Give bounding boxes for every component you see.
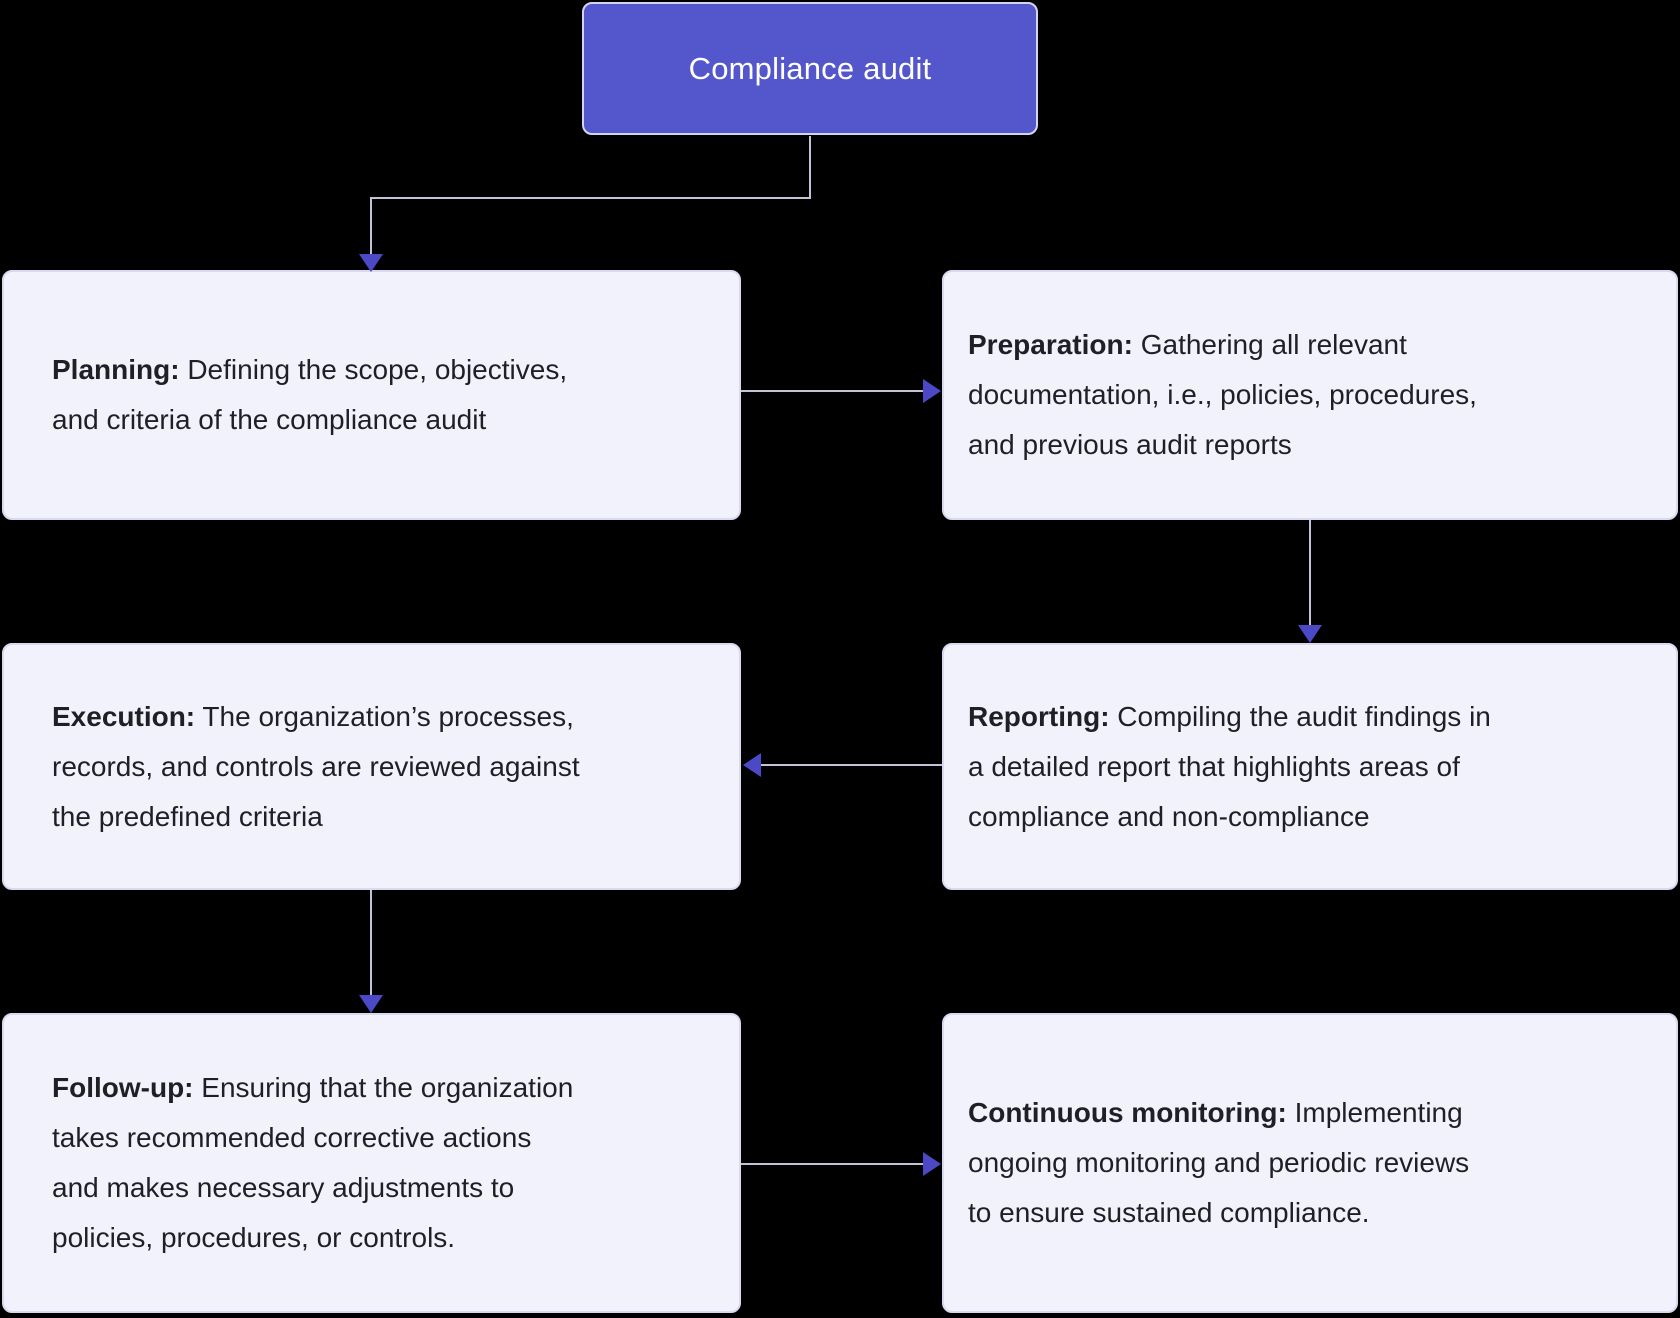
node-line-rest: Defining the scope, objectives, xyxy=(179,354,568,385)
arrowhead-right xyxy=(923,379,941,403)
node-followup xyxy=(2,1013,741,1313)
node-compliance-audit xyxy=(582,2,1038,135)
node-first-line xyxy=(968,692,1491,742)
node-line-rest: Gathering all relevant xyxy=(1132,329,1407,360)
node-label-bold: Follow-up: xyxy=(52,1072,194,1103)
arrowhead-down xyxy=(359,254,383,272)
node-first-line xyxy=(968,1088,1469,1138)
node-line: and previous audit reports xyxy=(968,429,1292,460)
node-line-rest: Compiling the audit findings in xyxy=(1109,700,1491,732)
connector-segment xyxy=(1309,520,1311,625)
node-first-line xyxy=(52,692,580,742)
node-line-rest: The organization’s processes, xyxy=(195,700,574,732)
connector-segment xyxy=(761,764,942,766)
node-first-line xyxy=(968,320,1477,370)
node-reporting xyxy=(942,643,1678,890)
arrowhead-right xyxy=(923,1152,941,1176)
node-line: and criteria of the compliance audit xyxy=(52,404,487,435)
node-line: records, and controls are reviewed against xyxy=(52,750,580,782)
node-label-bold: Execution: xyxy=(52,700,196,732)
node-text xyxy=(944,1088,1499,1238)
node-text xyxy=(4,1063,603,1263)
node-line-rest: Ensuring that the organization xyxy=(193,1072,574,1103)
arrowhead-left xyxy=(743,753,761,777)
node-line: a detailed report that highlights areas of xyxy=(968,750,1460,782)
node-line: and makes necessary adjustments to xyxy=(52,1172,515,1203)
node-execution xyxy=(2,643,741,890)
title-label: Compliance audit xyxy=(688,50,932,86)
connector-segment xyxy=(809,136,811,198)
node-label-bold: Planning: xyxy=(52,354,180,385)
node-label-bold: Reporting: xyxy=(968,700,1110,732)
node-planning xyxy=(2,270,741,520)
connector-segment xyxy=(370,199,372,256)
node-line: compliance and non-compliance xyxy=(968,800,1370,832)
node-text xyxy=(4,692,610,842)
node-label-bold: Continuous monitoring: xyxy=(968,1097,1287,1128)
node-line: ongoing monitoring and periodic reviews xyxy=(968,1147,1470,1178)
connector-segment xyxy=(741,1163,923,1165)
connector-segment xyxy=(370,890,372,995)
node-first-line xyxy=(52,345,567,395)
node-line: takes recommended corrective actions xyxy=(52,1122,532,1153)
node-line: to ensure sustained compliance. xyxy=(968,1197,1370,1228)
node-monitoring xyxy=(942,1013,1678,1313)
connector-segment xyxy=(741,390,923,392)
arrowhead-down xyxy=(359,995,383,1013)
connector-segment xyxy=(370,197,811,199)
node-text xyxy=(4,345,597,445)
node-line-rest: Implementing xyxy=(1286,1097,1463,1128)
node-line: the predefined criteria xyxy=(52,800,323,832)
node-text xyxy=(944,320,1507,470)
arrowhead-down xyxy=(1298,625,1322,643)
node-line: policies, procedures, or controls. xyxy=(52,1222,456,1253)
node-line: documentation, i.e., policies, procedures, xyxy=(968,379,1477,410)
node-text xyxy=(944,692,1521,842)
node-preparation xyxy=(942,270,1678,520)
node-first-line xyxy=(52,1063,573,1113)
node-label-bold: Preparation: xyxy=(968,329,1133,360)
